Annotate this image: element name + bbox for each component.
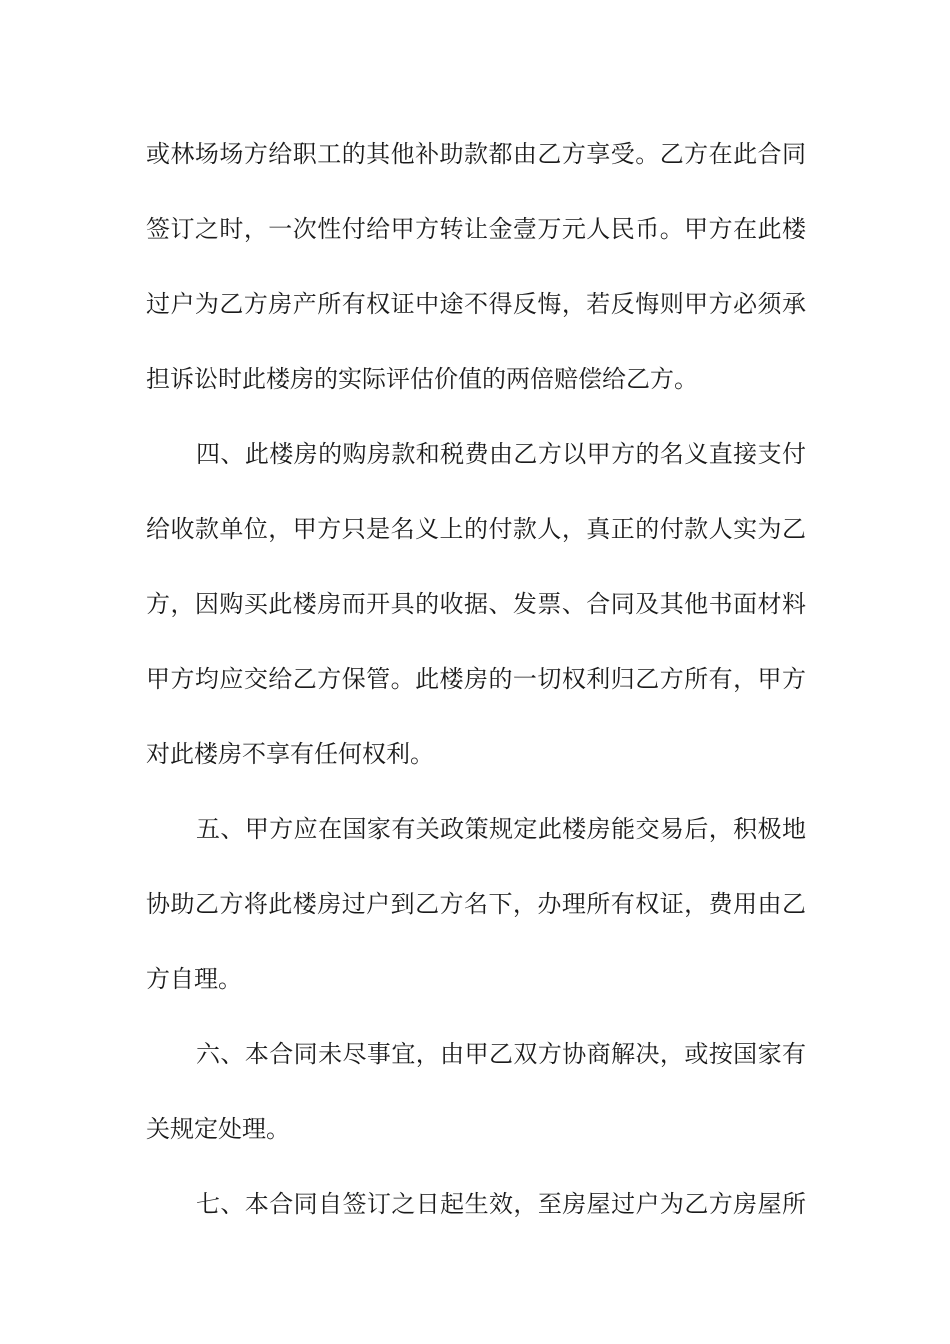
paragraph-heading-line: 四、此楼房的购房款和税费由乙方以甲方的名义直接支付: [196, 440, 806, 468]
text-line: 关规定处理。: [146, 1115, 290, 1143]
paragraph-heading-line: 六、本合同未尽事宜，由甲乙双方协商解决，或按国家有: [196, 1040, 806, 1068]
text-line: 过户为乙方房产所有权证中途不得反悔，若反悔则甲方必须承: [146, 290, 806, 318]
text-line: 或林场场方给职工的其他补助款都由乙方享受。乙方在此合同: [146, 140, 806, 168]
text-line: 方，因购买此楼房而开具的收据、发票、合同及其他书面材料: [146, 590, 806, 618]
paragraph-heading-line: 五、甲方应在国家有关政策规定此楼房能交易后，积极地: [196, 815, 806, 843]
text-line: 对此楼房不享有任何权利。: [146, 740, 434, 768]
text-line: 协助乙方将此楼房过户到乙方名下，办理所有权证，费用由乙: [146, 890, 806, 918]
paragraph-heading-line: 七、本合同自签订之日起生效，至房屋过户为乙方房屋所: [196, 1190, 806, 1218]
text-line: 担诉讼时此楼房的实际评估价值的两倍赔偿给乙方。: [146, 365, 698, 393]
text-line: 甲方均应交给乙方保管。此楼房的一切权利归乙方所有，甲方: [146, 665, 806, 693]
text-line: 签订之时，一次性付给甲方转让金壹万元人民币。甲方在此楼: [146, 215, 806, 243]
text-line: 方自理。: [146, 965, 242, 993]
text-line: 给收款单位，甲方只是名义上的付款人，真正的付款人实为乙: [146, 515, 806, 543]
